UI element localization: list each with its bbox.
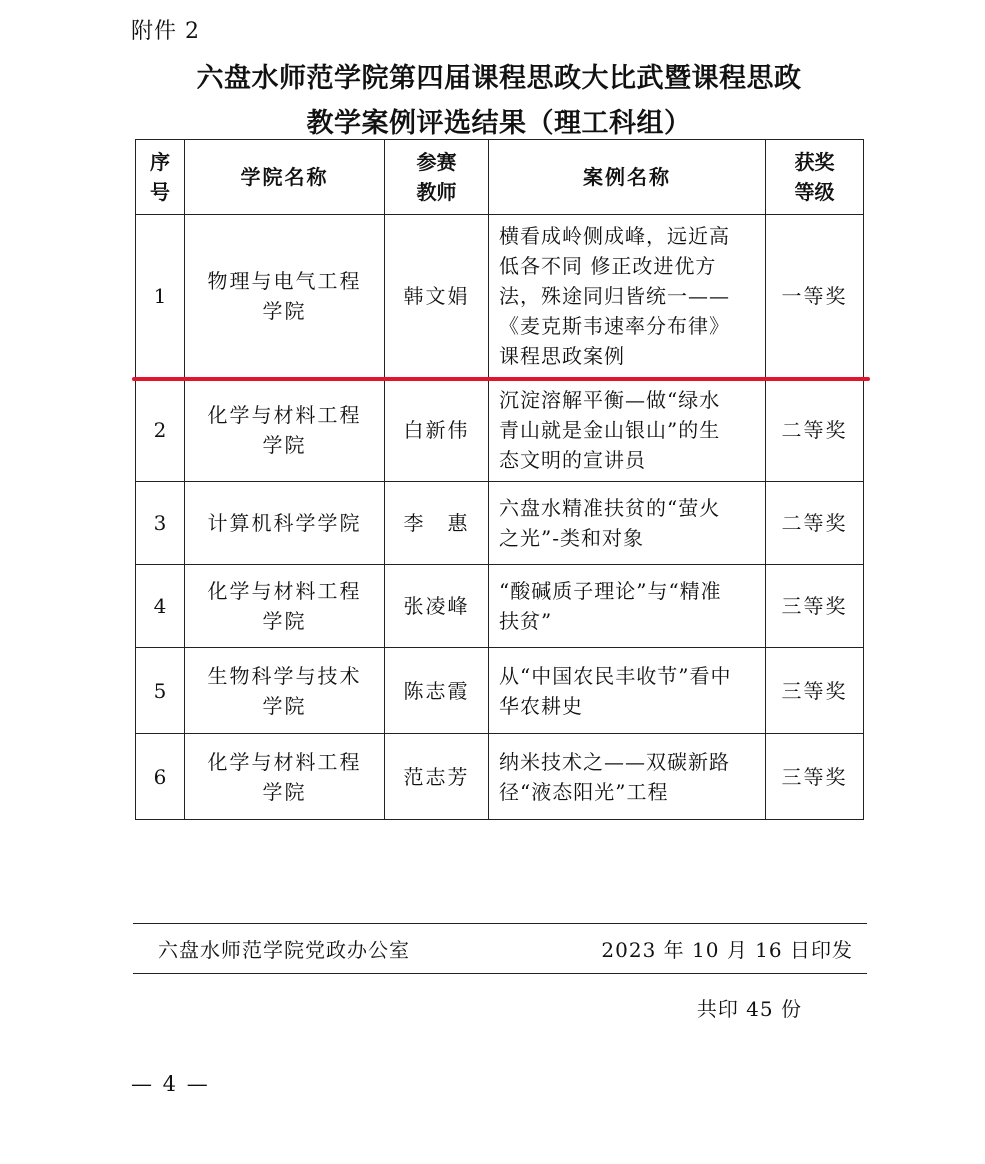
row-case xyxy=(489,734,766,820)
case-line: 之光”-类和对象 xyxy=(499,526,644,550)
footer-top-rule xyxy=(133,923,867,924)
case-line: 低各不同 修正改进优方 xyxy=(499,254,717,278)
college-line: 学院 xyxy=(262,299,307,323)
college-line: 化学与材料工程 xyxy=(207,579,362,603)
row-seq: 2 xyxy=(136,378,185,482)
table-row xyxy=(136,565,864,648)
row-teacher: 范志芳 xyxy=(385,734,489,820)
row-college xyxy=(185,648,385,734)
row-award: 三等奖 xyxy=(766,565,864,648)
row-case xyxy=(489,378,766,482)
header-seq-line-1: 序 xyxy=(150,150,170,174)
row-award: 二等奖 xyxy=(766,482,864,565)
row-case xyxy=(489,565,766,648)
row-college xyxy=(185,215,385,378)
row-case xyxy=(489,482,766,565)
college-line: 学院 xyxy=(262,609,307,633)
header-seq-line-2: 号 xyxy=(150,180,170,204)
footer-bottom-rule xyxy=(133,973,867,974)
row-teacher: 陈志霞 xyxy=(385,648,489,734)
row-case xyxy=(489,215,766,378)
case-line: 课程思政案例 xyxy=(499,344,625,368)
header-case: 案例名称 xyxy=(489,140,766,215)
issue-date: 2023 年 10 月 16 日印发 xyxy=(601,938,853,962)
case-line: 从“中国农民丰收节”看中 xyxy=(499,663,732,688)
row-college xyxy=(185,378,385,482)
case-line: 《麦克斯韦速率分布律》 xyxy=(499,314,730,338)
case-line: 态文明的宣讲员 xyxy=(499,447,646,472)
college-line: 学院 xyxy=(262,693,307,718)
table-row xyxy=(136,215,864,378)
college-line: 学院 xyxy=(262,779,307,804)
row-college xyxy=(185,565,385,648)
row-college xyxy=(185,482,385,565)
college-line: 生物科学与技术 xyxy=(207,663,362,688)
row-award: 二等奖 xyxy=(766,378,864,482)
table-row xyxy=(136,482,864,565)
college-line: 学院 xyxy=(262,432,307,457)
header-teacher-line-2: 教师 xyxy=(416,180,457,204)
header-award-line-1: 获奖 xyxy=(794,150,835,174)
row-seq: 5 xyxy=(136,648,185,734)
case-line: 径“液态阳光”工程 xyxy=(499,779,669,804)
case-line: 青山就是金山银山”的生 xyxy=(499,417,721,442)
header-award xyxy=(766,140,864,215)
college-line: 物理与电气工程 xyxy=(207,269,362,293)
document-title-line-2: 教学案例评选结果（理工科组） xyxy=(306,108,692,139)
row-award: 三等奖 xyxy=(766,734,864,820)
row-teacher: 韩文娟 xyxy=(385,215,489,378)
case-line: 法，殊途同归皆统一—— xyxy=(499,284,730,308)
document-title-line-1: 六盘水师范学院第四届课程思政大比武暨课程思政 xyxy=(196,63,802,94)
row-seq: 4 xyxy=(136,565,185,648)
row-teacher: 张凌峰 xyxy=(385,565,489,648)
row-teacher: 白新伟 xyxy=(385,378,489,482)
row-award: 一等奖 xyxy=(766,215,864,378)
table-header-row xyxy=(136,140,864,215)
row-seq: 1 xyxy=(136,215,185,378)
header-teacher xyxy=(385,140,489,215)
issuing-office: 六盘水师范学院党政办公室 xyxy=(158,938,410,962)
row-award: 三等奖 xyxy=(766,648,864,734)
case-line: 横看成岭侧成峰，远近高 xyxy=(499,224,730,248)
red-highlight-line xyxy=(132,377,870,381)
attachment-label: 附件 2 xyxy=(131,19,200,44)
case-line: 六盘水精准扶贫的“萤火 xyxy=(499,496,721,520)
row-teacher: 李 惠 xyxy=(385,482,489,565)
college-line: 计算机科学学院 xyxy=(207,511,362,535)
header-award-line-2: 等级 xyxy=(794,180,835,204)
page-number: — 4 — xyxy=(131,1072,210,1096)
college-line: 化学与材料工程 xyxy=(207,402,362,427)
row-case xyxy=(489,648,766,734)
header-seq xyxy=(136,140,185,215)
header-college: 学院名称 xyxy=(185,140,385,215)
college-line: 化学与材料工程 xyxy=(207,749,362,774)
case-line: 扶贫” xyxy=(499,609,553,633)
row-seq: 6 xyxy=(136,734,185,820)
copies-count: 共印 45 份 xyxy=(696,997,802,1021)
row-college xyxy=(185,734,385,820)
row-seq: 3 xyxy=(136,482,185,565)
case-line: 华农耕史 xyxy=(499,693,583,718)
table-row xyxy=(136,378,864,482)
results-table xyxy=(135,139,864,820)
header-teacher-line-1: 参赛 xyxy=(416,150,457,174)
case-line: 沉淀溶解平衡—做“绿水 xyxy=(499,387,721,412)
table-row xyxy=(136,648,864,734)
case-line: 纳米技术之——双碳新路 xyxy=(499,749,730,774)
case-line: “酸碱质子理论”与“精准 xyxy=(499,579,722,603)
table-row xyxy=(136,734,864,820)
